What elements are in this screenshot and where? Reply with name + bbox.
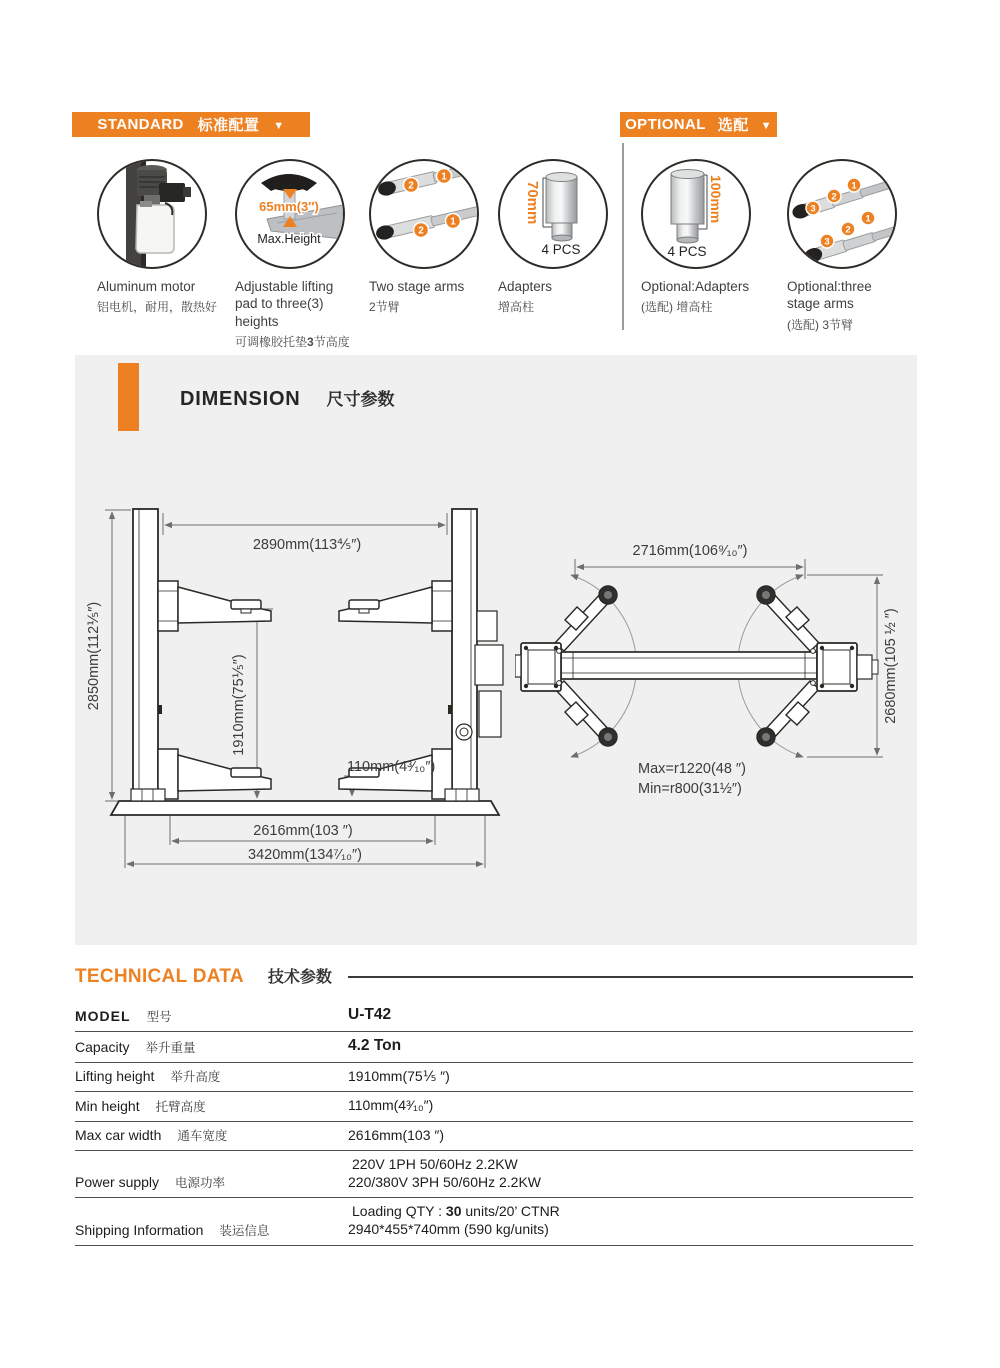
power-supply-value: 220V 1PH 50/60Hz 2.2KW 220/380V 3PH 50/60Hz 2.2KW (348, 1155, 542, 1191)
dim-overall-length: 2680mm(105 ½ ″) (883, 608, 899, 724)
feature-item-two-stage-arms (369, 159, 495, 315)
lifting-pad-photo (235, 159, 345, 269)
two-stage-arms-photo (369, 159, 479, 269)
two-stage-arms-illustration (371, 161, 477, 267)
dim-max-radius: Max=r1220(48 ″) (638, 761, 746, 777)
feature-item-lifting-pad (235, 159, 350, 350)
dim-min-radius: Min=r800(31½″) (638, 781, 742, 797)
standard-header-label: STANDARD (97, 116, 184, 133)
aluminum-motor-illustration (99, 161, 205, 267)
feature-item-three-stage-arms (787, 159, 899, 333)
section-accent-bar (118, 363, 139, 431)
capacity-value: 4.2 Ton (348, 1037, 402, 1055)
stage-number-badge: 2 (408, 180, 414, 192)
adapters-photo (498, 159, 608, 269)
feature-title: Two stage arms (369, 279, 465, 294)
chevron-down-icon: ▼ (273, 119, 285, 132)
dim-lifting-height: 1910mm(75⅕″) (231, 654, 247, 756)
feature-subtitle: 增高柱 (498, 300, 535, 315)
min-height-value: 110mm(4³⁄₁₀″) (348, 1097, 434, 1114)
power-unit (477, 611, 497, 641)
three-stage-arms-illustration (789, 161, 895, 267)
table-row-lifting-height: Lifting height 举升高度 1910mm(75⅕ ″) (75, 1063, 913, 1092)
stage-number-badge: 2 (845, 224, 851, 236)
table-row-min-height: Min height 托臂高度 110mm(4³⁄₁₀″) (75, 1092, 913, 1121)
adapter-height-label: 70mm (524, 181, 541, 225)
top-view-drawing (515, 535, 915, 815)
feature-subtitle: (选配) 3节臂 (787, 317, 854, 332)
dimension-section (75, 355, 917, 945)
max-car-width-value: 2616mm(103 ″) (348, 1126, 444, 1143)
adapter-qty-label: 4 PCS (541, 242, 581, 257)
optional-header-bar (620, 112, 777, 137)
three-stage-arms-photo (787, 159, 897, 269)
feature-item-adapters (498, 159, 624, 315)
stage-number-badge: 1 (450, 216, 456, 228)
standard-header-label-cn: 标准配置 (197, 117, 260, 134)
spec-table (75, 1001, 913, 1246)
stage-number-badge: 3 (824, 236, 830, 248)
lifting-pad-illustration (237, 161, 343, 267)
feature-item-optional-adapters (641, 159, 771, 315)
optional-header-label: OPTIONAL (625, 116, 706, 133)
optional-adapters-photo (641, 159, 751, 269)
table-row-max-car-width: Max car width 通车宽度 2616mm(103 ″) (75, 1122, 913, 1151)
stage-number-badge: 3 (810, 203, 816, 215)
dim-top-width: 2890mm(113⅘″) (252, 537, 362, 553)
base-plate (111, 801, 499, 815)
lift-front-structure (111, 509, 503, 815)
lift-top-structure (515, 586, 878, 746)
standard-header-bar (72, 112, 310, 137)
feature-subtitle: 2节臂 (369, 300, 400, 315)
table-row-capacity: Capacity 举升重量 4.2 Ton (75, 1032, 913, 1063)
stage-number-badge: 1 (441, 171, 447, 183)
lifting-height-value: 1910mm(75⅕ ″) (348, 1068, 450, 1085)
feature-item-aluminum-motor (97, 159, 247, 315)
dim-total-height: 2850mm(112⅕″) (86, 601, 102, 711)
stage-number-badge: 1 (851, 180, 857, 192)
pad-height-note: Max.Height (257, 232, 321, 246)
stage-number-badge: 1 (865, 213, 871, 225)
dim-min-height: 110mm(4³⁄₁₀″) (347, 759, 436, 775)
feature-title: Optional:Adapters (641, 279, 750, 294)
optional-header-label-cn: 选配 (717, 117, 749, 134)
feature-subtitle: 铝电机，耐用，散热好 (97, 300, 218, 315)
feature-title: Adapters (498, 279, 553, 294)
dim-overall-width: 3420mm(134⁷⁄₁₀″) (248, 847, 362, 863)
chevron-down-icon: ▼ (760, 119, 772, 132)
adapter-qty-label: 4 PCS (667, 244, 707, 259)
dim-column-span: 2716mm(106⁹⁄₁₀″) (632, 543, 748, 559)
pad-height-label: 65mm(3″) (259, 199, 319, 214)
feature-title: Aluminum motor (97, 279, 196, 294)
shipping-value: Loading QTY : 30 units/20’ CTNR 2940*455*740mm (590 kg/units) (348, 1203, 560, 1238)
power-unit (857, 655, 872, 679)
floor-beam (561, 652, 817, 679)
feature-subtitle: 可调橡胶托垫3节高度 (235, 334, 350, 349)
table-row-shipping: Shipping Information 装运信息 Loading QTY : 30 units/20’ CTNR 2940*455*740mm (590 kg/units) (75, 1198, 913, 1245)
aluminum-motor-photo (97, 159, 207, 269)
dim-drive-through-width: 2616mm(103 ″) (253, 823, 353, 839)
feature-title: Optional:three stage arms (787, 279, 872, 312)
technical-data-section (75, 964, 913, 1246)
model-value: U-T42 (348, 1006, 392, 1023)
table-row-model: MODEL 型号 U-T42 (75, 1001, 913, 1032)
front-view-drawing (85, 495, 505, 870)
adapter-height-label: 100mm (708, 175, 724, 224)
optional-adapters-illustration (643, 161, 749, 267)
feature-subtitle: (选配) 增高柱 (641, 300, 713, 315)
stage-number-badge: 2 (831, 191, 837, 203)
dimension-title: DIMENSION 尺寸参数 (180, 388, 395, 410)
adapters-illustration (500, 161, 606, 267)
stage-number-badge: 2 (418, 225, 424, 237)
table-row-power-supply: Power supply 电源功率 220V 1PH 50/60Hz 2.2KW 220/380V 3PH 50/60Hz 2.2KW (75, 1151, 913, 1198)
technical-data-title: TECHNICAL DATA 技术参数 (75, 964, 913, 988)
feature-title: Adjustable lifting pad to three(3) heights (235, 279, 334, 329)
title-rule (348, 976, 913, 978)
